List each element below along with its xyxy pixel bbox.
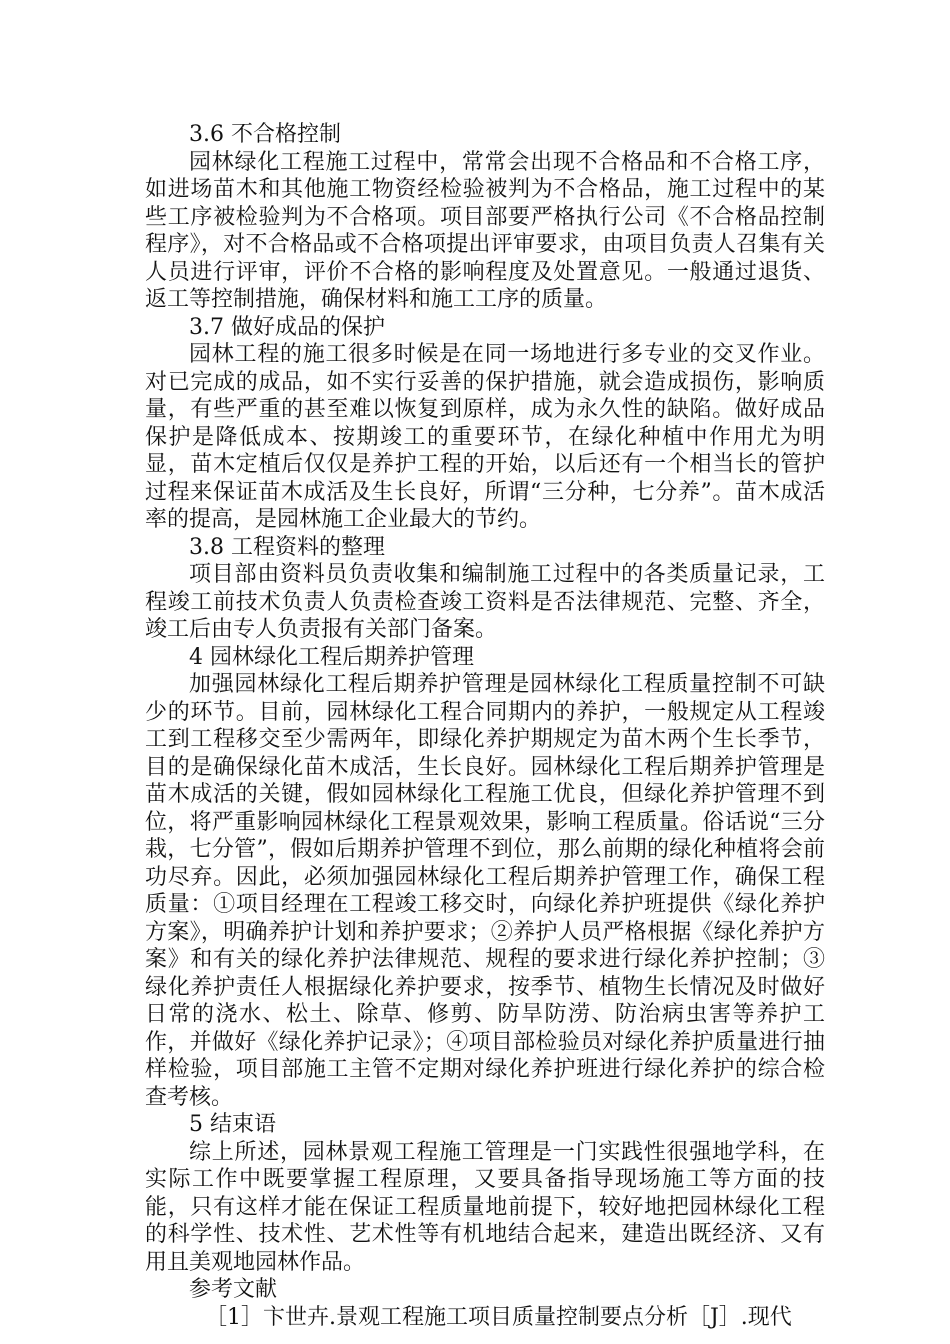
- section-paragraph-4: 加强园林绿化工程后期养护管理是园林绿化工程质量控制不可缺少的环节。目前，园林绿化工程合同期内的养护，一般规定从工程竣工到工程移交至少需两年，即绿化养护期规定为苗木两个生长季节，目的是确保绿化苗木成活，生长良好。园林绿化工程后期养护管理是苗木成活的关键，假如园林绿化工程施工优良，但绿化养护管理不到位，将严重影响园林绿化工程景观效果，影响工程质量。俗话说“三分栽，七分管”，假如后期养护管理不到位，那么前期的绿化种植将会前功尽弃。因此，必须加强园林绿化工程后期养护管理工作，确保工程质量：①项目经理在工程竣工移交时，向绿化养护班提供《绿化养护方案》，明确养护计划和养护要求；②养护人员严格根据《绿化养护方案》和有关的绿化养护法律规范、规程的要求进行绿化养护控制；③绿化养护责任人根据绿化养护要求，按季节、植物生长情况及时做好日常的浇水、松土、除草、修剪、防旱防涝、防治病虫害等养护工作，并做好《绿化养护记录》；④项目部检验员对绿化养护质量进行抽样检验，项目部施工主管不定期对绿化养护班进行绿化养护的综合检查考核。: [145, 672, 825, 1110]
- section-paragraph-3-8: 项目部由资料员负责收集和编制施工过程中的各类质量记录，工程竣工前技术负责人负责检查竣工资料是否法律规范、完整、齐全，竣工后由专人负责报有关部门备案。: [145, 562, 825, 642]
- section-heading-3-8: 3.8 工程资料的整理: [189, 534, 385, 560]
- section-heading-3-7: 3.7 做好成品的保护: [189, 314, 385, 340]
- section-heading-3-6: 3.6 不合格控制: [189, 122, 341, 147]
- reference-item: ［1］卞世卉.景观工程施工项目质量控制要点分析［J］.现代: [205, 1304, 792, 1330]
- section-heading-5: 5 结束语: [189, 1112, 276, 1137]
- document-body: [145, 121, 825, 1331]
- section-heading-4: 4 园林绿化工程后期养护管理: [189, 644, 474, 670]
- section-paragraph-5: 综上所述，园林景观工程施工管理是一门实践性很强地学科，在实际工作中既要掌握工程原理，又要具备指导现场施工等方面的技能，只有这样才能在保证工程质量地前提下，较好地把园林绿化工程的科学性、技术性、艺术性等有机地结合起来，建造出既经济、又有用且美观地园林作品。: [145, 1139, 825, 1275]
- references-heading: 参考文献: [189, 1277, 278, 1302]
- section-paragraph-3-7: 园林工程的施工很多时候是在同一场地进行多专业的交叉作业。对已完成的成品，如不实行妥善的保护措施，就会造成损伤，影响质量，有些严重的甚至难以恢复到原样，成为永久性的缺陷。做好成品保护是降低成本、按期竣工的重要环节，在绿化种植中作用尤为明显，苗木定植后仅仅是养护工程的开始，以后还有一个相当长的管护过程来保证苗木成活及生长良好，所谓“三分种，七分养”。苗木成活率的提高，是园林施工企业最大的节约。: [145, 342, 825, 532]
- section-paragraph-3-6: 园林绿化工程施工过程中，常常会出现不合格品和不合格工序，如进场苗木和其他施工物资经检验被判为不合格品，施工过程中的某些工序被检验判为不合格项。项目部要严格执行公司《不合格品控制程序》，对不合格品或不合格项提出评审要求，由项目负责人召集有关人员进行评审，评价不合格的影响程度及处置意见。一般通过退货、返工等控制措施，确保材料和施工工序的质量。: [145, 149, 825, 312]
